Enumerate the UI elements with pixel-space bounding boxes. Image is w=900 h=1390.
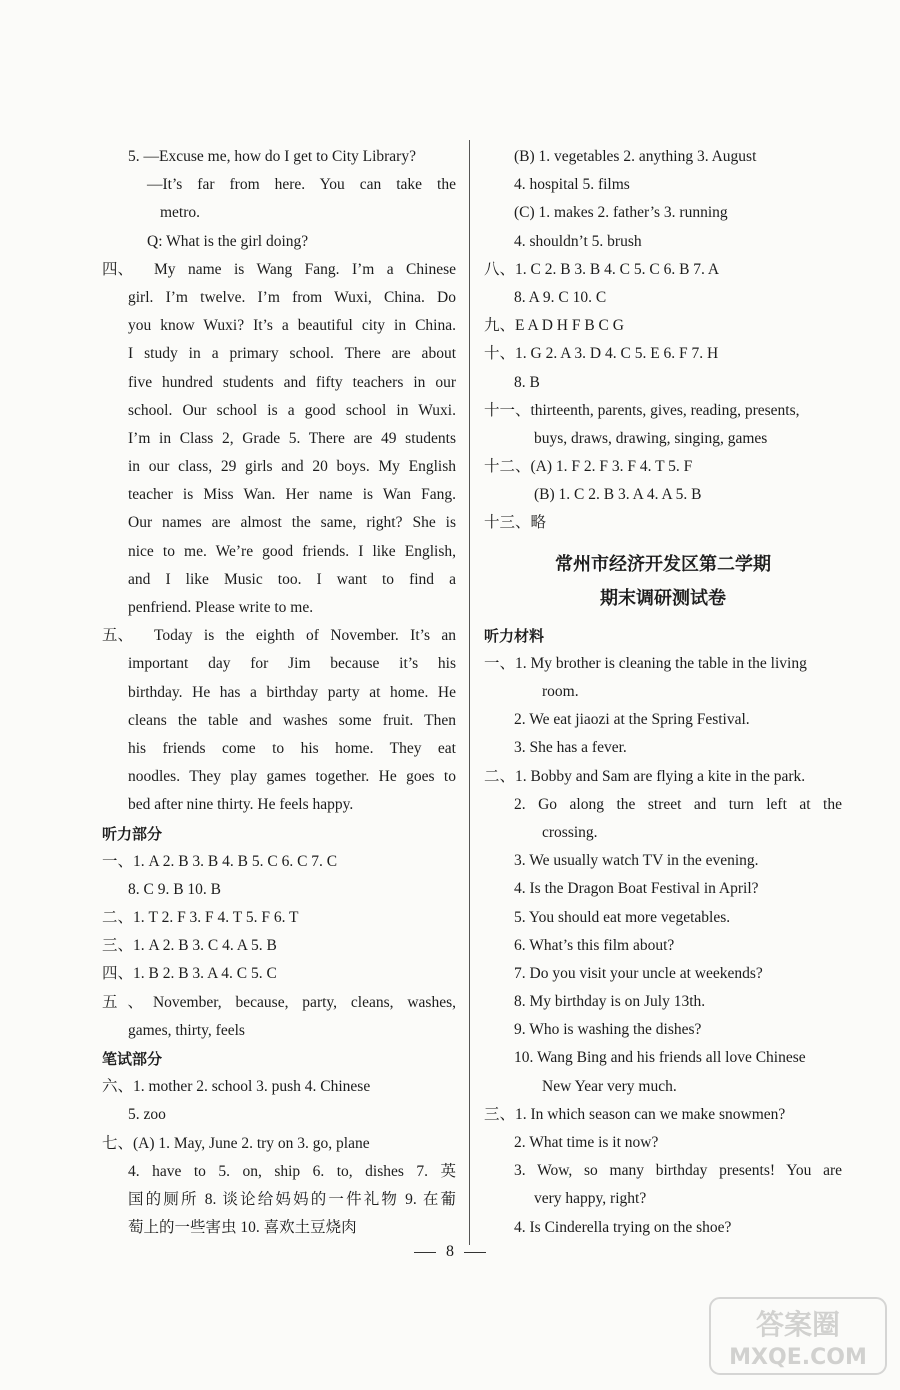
page-number-text: 8 [446,1243,454,1260]
text-line: I study in a primary school. There are about [128,345,456,363]
text-line: 国的厕所 8. 谈论给妈妈的一件礼物 9. 在葡 [128,1190,456,1208]
text-line: 六、1. mother 2. school 3. push 4. Chinese [102,1078,371,1096]
watermark-url: MXQE.COM [729,1345,867,1370]
text-line: metro. [160,204,201,222]
text-line [102,256,456,284]
text-line: 4. have to 5. on, ship 6. to, dishes 7. 英 [128,1162,456,1180]
line-text: My name is Wang Fang. I’m a Chinese [154,260,456,278]
text-line: very happy, right? [534,1190,647,1208]
text-line: (B) 1. vegetables 2. anything 3. August [514,148,757,165]
text-line: 五、November, because, party, cleans, washes, [102,993,456,1011]
text-line: 四、1. B 2. B 3. A 4. C 5. C [102,965,277,983]
text-line: 七、(A) 1. May, June 2. try on 3. go, plane [102,1134,370,1152]
text-line: 八、1. C 2. B 3. B 4. C 5. C 6. B 7. A [484,260,720,278]
text-line: bed after nine thirty. He feels happy. [128,796,354,814]
text-line: 4. shouldn’t 5. brush [514,232,642,250]
section-heading: 听力部分 [102,824,163,843]
text-line: 4. Is the Dragon Boat Festival in April? [514,880,759,898]
text-line: 5. zoo [128,1106,166,1124]
text-line: 九、E A D H F B C G [484,317,624,335]
text-line: 2. Go along the street and turn left at the [514,795,842,813]
text-line: noodles. They play games together. He goes to [128,768,456,786]
text-line: Q: What is the girl doing? [147,232,309,250]
text-line: (C) 1. makes 2. father’s 3. running [514,204,728,222]
text-line: important day for Jim because it’s his [128,655,456,673]
text-line: buys, draws, drawing, singing, games [534,429,768,447]
text-line [102,622,456,650]
exam-title-line1: 常州市经济开发区第二学期 [555,553,771,575]
text-line: his friends come to his home. They eat [128,739,456,757]
text-line: —It’s far from here. You can take the [147,176,456,194]
text-line: 十、1. G 2. A 3. D 4. C 5. E 6. F 7. H [484,345,719,363]
text-line: 三、1. A 2. B 3. C 4. A 5. B [102,937,277,955]
column-divider [469,140,470,1245]
text-line: 10. Wang Bing and his friends all love Chinese [514,1049,806,1067]
text-line: 一、1. My brother is cleaning the table in the living [484,654,807,672]
text-line: 2. What time is it now? [514,1134,659,1151]
text-line: I’m in Class 2, Grade 5. There are 49 students [128,429,456,447]
text-line: 7. Do you visit your uncle at weekends? [514,964,763,982]
text-line: 5. You should eat more vegetables. [514,908,731,926]
left-column [102,143,456,1242]
text-line: 2. We eat jiaozi at the Spring Festival. [514,711,750,729]
listening-material-heading: 听力材料 [484,626,545,645]
text-line: 6. What’s this film about? [514,936,675,954]
text-line: and I like Music too. I want to find a [128,570,456,588]
text-line: 十一、thirteenth, parents, gives, reading, presents, [484,401,800,419]
text-line: 4. hospital 5. films [514,176,630,194]
text-line: five hundred students and fifty teachers in our [128,373,456,391]
text-line: 8. My birthday is on July 13th. [514,993,706,1011]
text-line: girl. I’m twelve. I’m from Wuxi, China. Do [128,288,456,306]
exam-title-line2: 期末调研测试卷 [600,587,726,609]
text-line: you know Wuxi? It’s a beautiful city in China. [128,317,456,335]
text-line: crossing. [542,823,598,841]
text-line: 十三、略 [484,514,547,532]
text-line: 8. C 9. B 10. B [128,880,222,898]
text-line: school. Our school is a good school in Wuxi. [128,401,456,419]
text-line: 二、1. T 2. F 3. F 4. T 5. F 6. T [102,909,299,927]
dash-left [414,1252,436,1253]
right-column [484,143,842,1242]
text-line: 十二、(A) 1. F 2. F 3. F 4. T 5. F [484,458,693,476]
text-line: 9. Who is washing the dishes? [514,1021,702,1039]
text-line: cleans the table and washes some fruit. Then [128,711,456,729]
text-line: 一、1. A 2. B 3. B 4. B 5. C 6. C 7. C [102,852,338,870]
watermark-logo [708,1296,888,1376]
text-line: 8. B [514,373,540,391]
section-number: 五、 [102,627,134,645]
text-line: Our names are almost the same, right? She is [128,514,456,532]
text-line: (B) 1. C 2. B 3. A 4. A 5. B [534,486,702,504]
page-number [0,1240,900,1264]
answers-continued [484,143,842,538]
text-line: 3. Wow, so many birthday presents! You are [514,1162,842,1180]
text-line: nice to me. We’re good friends. I like English, [128,542,456,560]
line-text: Today is the eighth of November. It’s an [154,627,456,645]
section-heading: 笔试部分 [102,1050,163,1068]
text-line: 二、1. Bobby and Sam are flying a kite in the park. [484,767,806,785]
text-line: in our class, 29 girls and 20 boys. My English [128,458,456,476]
section-number: 四、 [102,260,134,278]
listening-material [484,650,842,1242]
text-line: games, thirty, feels [128,1021,245,1039]
dash-right [464,1252,486,1253]
text-line: birthday. He has a birthday party at home. He [128,683,456,701]
text-line: room. [542,683,579,700]
text-line: 三、1. In which season can we make snowmen? [484,1105,786,1123]
text-line: 4. Is Cinderella trying on the shoe? [514,1218,732,1236]
text-line: penfriend. Please write to me. [128,599,314,616]
watermark-text: 答案圈 [755,1308,841,1341]
text-line: 3. She has a fever. [514,739,627,757]
text-line: 3. We usually watch TV in the evening. [514,852,759,870]
text-line: 8. A 9. C 10. C [514,288,607,306]
text-line: 5. —Excuse me, how do I get to City Library? [128,148,416,165]
text-line: teacher is Miss Wan. Her name is Wan Fang. [128,486,456,504]
text-line: 萄上的一些害虫 10. 喜欢土豆烧肉 [128,1219,357,1237]
text-line: New Year very much. [542,1077,677,1095]
